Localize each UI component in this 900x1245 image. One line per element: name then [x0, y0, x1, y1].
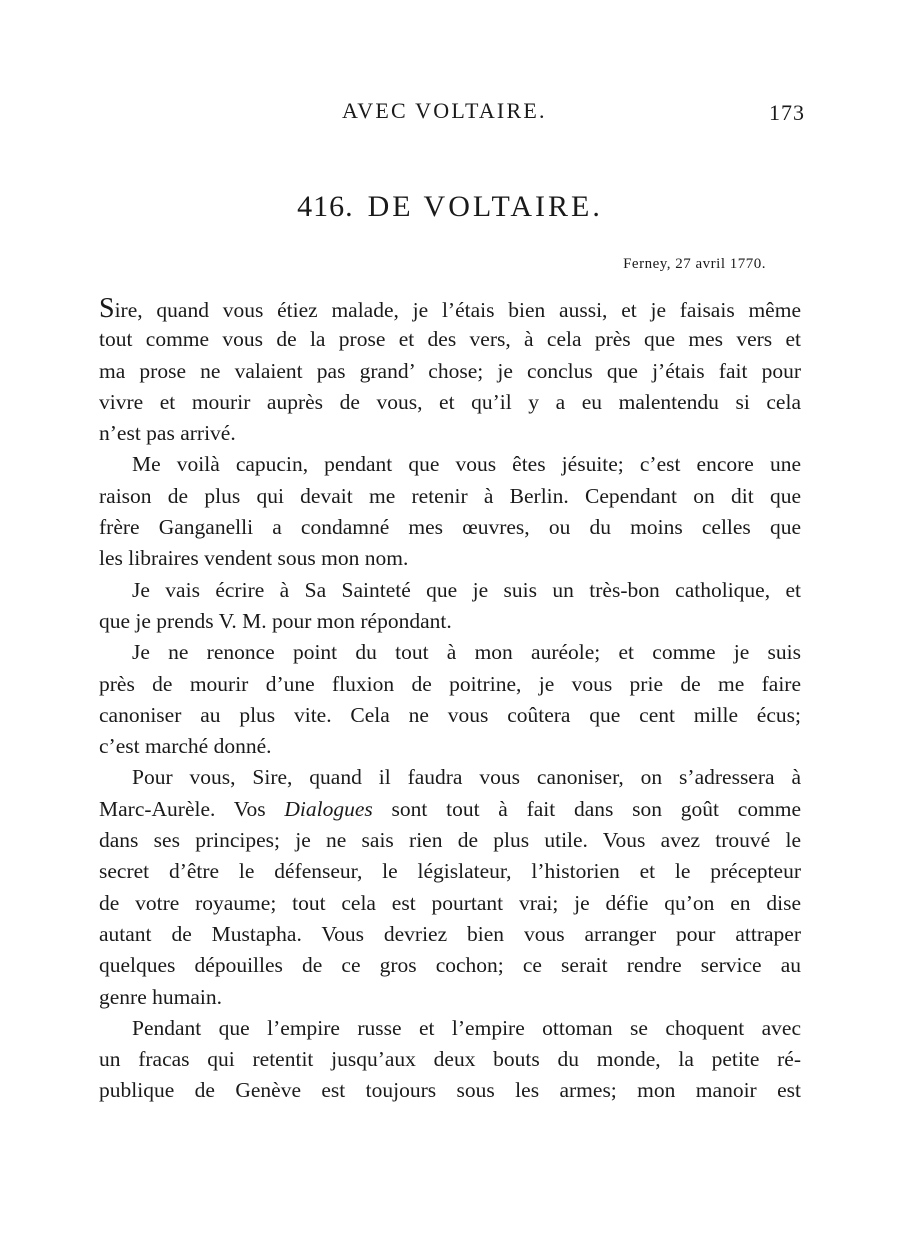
text-line: les libraires vendent sous mon nom. — [99, 546, 409, 571]
text-line: secret d’être le défenseur, le législateur, l’historien et le précepteur — [99, 859, 801, 884]
text-line: c’est marché donné. — [99, 734, 272, 759]
text-line: que je prends V. M. pour mon répondant. — [99, 608, 452, 633]
text-line: près de mourir d’une fluxion de poitrine, je vous prie de me faire — [99, 671, 801, 696]
italic-title: Dialogues — [284, 796, 373, 821]
text-line: quelques dépouilles de ce gros cochon; ce serait rendre service au — [99, 953, 801, 978]
text-line: un fracas qui retentit jusqu’aux deux bouts du monde, la petite ré- — [99, 1047, 801, 1072]
running-head — [0, 98, 900, 128]
text-line: canoniser au plus vite. Cela ne vous coûtera que cent mille écus; — [99, 702, 801, 727]
text-line: Pour vous, Sire, quand il faudra vous canoniser, on s’adressera à — [132, 765, 801, 790]
text-line: genre humain. — [99, 984, 222, 1009]
letter-author: DE VOLTAIRE. — [367, 190, 603, 223]
text-line: raison de plus qui devait me retenir à Berlin. Cependant on dit que — [99, 483, 801, 508]
text-line: Je vais écrire à Sa Sainteté que je suis un très-bon catholique, et — [132, 577, 801, 602]
running-title: AVEC VOLTAIRE. — [342, 98, 547, 123]
text-line: Sire, quand vous étiez malade, je l’étais bien aussi, et je faisais même — [99, 293, 801, 324]
letter-dateline: Ferney, 27 avril 1770. — [623, 256, 766, 272]
text-line: autant de Mustapha. Vous devriez bien vous arranger pour attraper — [99, 921, 801, 946]
text-line: Pendant que l’empire russe et l’empire ottoman se choquent avec — [132, 1015, 801, 1040]
initial-letter: S — [99, 293, 115, 324]
text-line: Marc-Aurèle. Vos Dialogues sont tout à fait dans son goût comme — [99, 796, 801, 821]
page-number: 173 — [769, 100, 805, 125]
text-line: tout comme vous de la prose et des vers, à cela près que mes vers et — [99, 327, 801, 352]
text-line: dans ses principes; je ne sais rien de plus utile. Vous avez trouvé le — [99, 828, 801, 853]
text-line: vivre et mourir auprès de vous, et qu’il y a eu malentendu si cela — [99, 389, 801, 414]
text-line: Je ne renonce point du tout à mon auréole; et comme je suis — [132, 640, 801, 665]
text-line: de votre royaume; tout cela est pourtant vrai; je défie qu’on en dise — [99, 890, 801, 915]
letter-number: 416. — [297, 190, 354, 223]
text-line: Me voilà capucin, pendant que vous êtes jésuite; c’est encore une — [132, 452, 801, 477]
text-line: n’est pas arrivé. — [99, 421, 236, 446]
text-line: frère Ganganelli a condamné mes œuvres, ou du moins celles que — [99, 515, 801, 540]
text-line: publique de Genève est toujours sous les armes; mon manoir est — [99, 1078, 801, 1103]
letter-body — [99, 293, 801, 1107]
letter-heading — [0, 190, 900, 224]
text-line: ma prose ne valaient pas grand’ chose; je conclus que j’étais fait pour — [99, 358, 801, 383]
